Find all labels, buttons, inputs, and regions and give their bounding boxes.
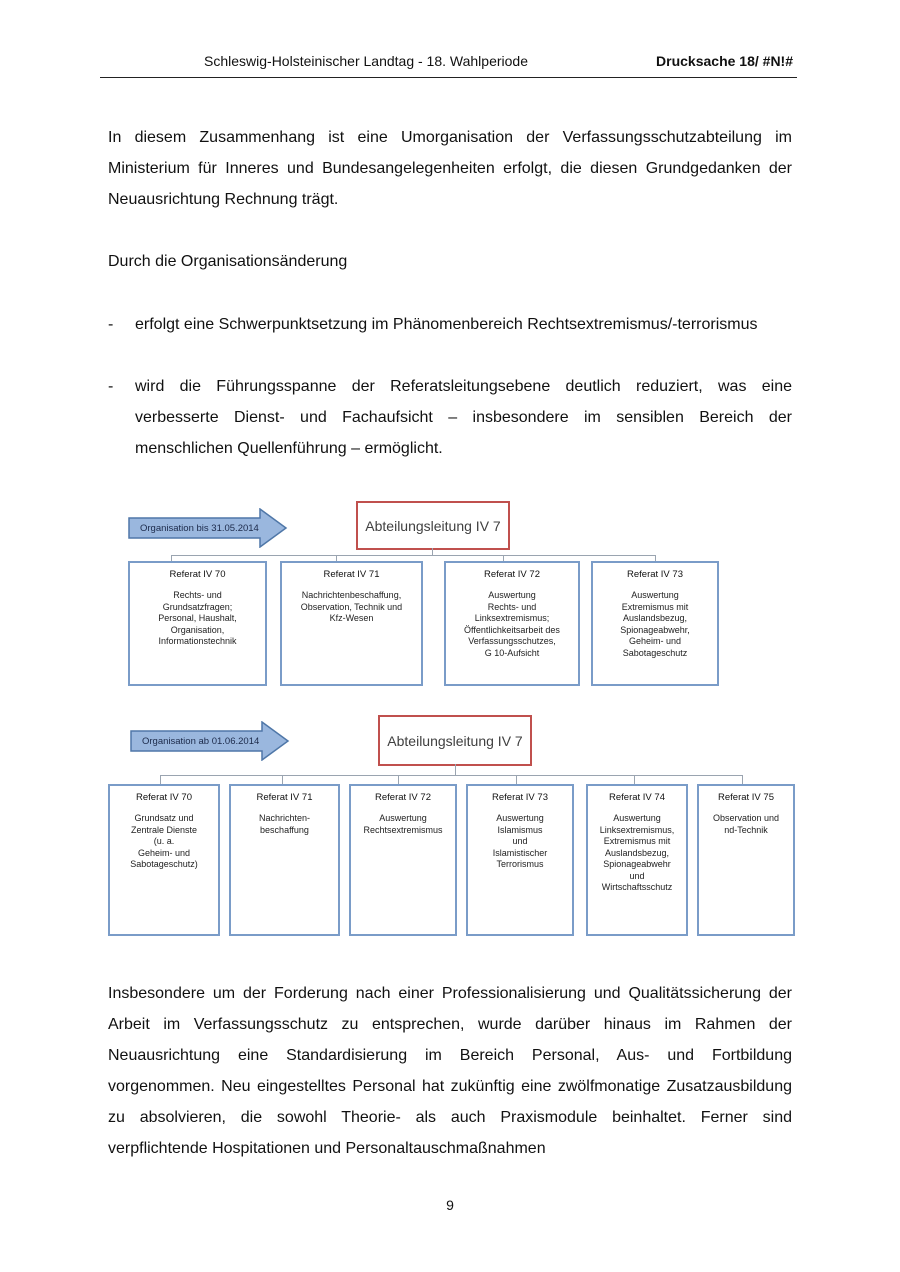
referat-description: Auswertung Rechtsextremismus bbox=[363, 813, 443, 835]
referat-box bbox=[697, 784, 795, 936]
referat-description: Observation und nd-Technik bbox=[712, 813, 780, 835]
arrow-text: Organisation bis 31.05.2014 bbox=[140, 522, 259, 534]
connector-line bbox=[282, 775, 283, 784]
referat-title: Referat IV 73 bbox=[627, 569, 683, 580]
connector-line bbox=[742, 775, 743, 784]
connector-line bbox=[160, 775, 161, 784]
referat-box bbox=[591, 561, 719, 686]
paragraph-lead: Durch die Organisationsänderung bbox=[108, 253, 348, 270]
connector-line bbox=[634, 775, 635, 784]
referat-box bbox=[128, 561, 267, 686]
page-header bbox=[100, 50, 797, 78]
referat-description: Auswertung Linksextremismus, Extremismus mit Auslandsbezug, Spionageabwehr und Wirtschaftsschutz bbox=[599, 813, 675, 892]
referat-box bbox=[280, 561, 423, 686]
department-head-box: Abteilungsleitung IV 7 bbox=[356, 501, 510, 550]
referat-title: Referat IV 74 bbox=[609, 792, 665, 803]
connector-line bbox=[516, 775, 517, 784]
referat-title: Referat IV 71 bbox=[256, 792, 313, 803]
referat-box bbox=[466, 784, 574, 936]
referat-box bbox=[349, 784, 457, 936]
paragraph-training: Insbesondere um der Forderung nach einer Professionalisierung und Qualitätssicherung der Arbeit im Verfassungsschutz zu entsprechen, wurde darüber hinaus im Rahmen der Neuausrichtung eine Standardisierung im Bereich Personal, Aus- und Fortbildung vorgenommen. Neu eingestelltes Personal hat zukünftig eine zwölfmonatige Zusatzausbildung zu absolvieren, die sowohl Theorie- als auch Praxismodule beinhaltet. Ferner sind verpflichtende Hospitationen und Personaltauschmaßnahmen bbox=[108, 985, 792, 1157]
bullet-dash: - bbox=[108, 378, 114, 395]
bullet-text: erfolgt eine Schwerpunktsetzung im Phänomenbereich Rechtsextremismus/-terrorismus bbox=[135, 316, 758, 333]
referat-description: Nachrichten- beschaffung bbox=[258, 813, 311, 835]
paragraph-intro: In diesem Zusammenhang ist eine Umorganisation der Verfassungsschutzabteilung im Ministerium für Inneres und Bundesangelegenheiten erfolgt, die diesen Grundgedanken der Neuausrichtung Rechnung trägt. bbox=[108, 129, 792, 208]
referat-description: Nachrichtenbeschaffung, Observation, Technik und Kfz-Wesen bbox=[300, 590, 403, 623]
connector-line bbox=[160, 775, 742, 776]
referat-description: Rechts- und Grundsatzfragen; Personal, Haushalt, Organisation, Informationstechnik bbox=[158, 590, 237, 646]
department-head-box: Abteilungsleitung IV 7 bbox=[378, 715, 532, 766]
referat-box bbox=[108, 784, 220, 936]
referat-title: Referat IV 73 bbox=[492, 792, 548, 803]
referat-description: Auswertung Islamismus und Islamistischer Terrorismus bbox=[492, 813, 548, 869]
arrow-label-new bbox=[130, 721, 290, 761]
referat-description: Grundsatz und Zentrale Dienste (u. a. Geheim- und Sabotageschutz) bbox=[130, 813, 198, 869]
connector-line bbox=[398, 775, 399, 784]
referat-title: Referat IV 75 bbox=[718, 792, 774, 803]
connector-line bbox=[455, 764, 456, 775]
referat-title: Referat IV 70 bbox=[136, 792, 192, 803]
referat-description: Auswertung Extremismus mit Auslandsbezug, Spionageabwehr, Geheim- und Sabotageschutz bbox=[620, 590, 690, 658]
arrow-text: Organisation ab 01.06.2014 bbox=[142, 735, 260, 747]
referat-title: Referat IV 72 bbox=[375, 792, 431, 803]
bullet-text: wird die Führungsspanne der Referatsleitungsebene deutlich reduziert, was eine verbesserte Dienst- und Fachaufsicht – insbesondere im sensiblen Bereich der menschlichen Quellenführung – ermöglicht. bbox=[135, 378, 792, 457]
referat-title: Referat IV 70 bbox=[169, 569, 226, 580]
referat-title: Referat IV 71 bbox=[323, 569, 380, 580]
header-title: Schleswig-Holsteinischer Landtag - 18. Wahlperiode bbox=[204, 53, 528, 69]
bullet-dash: - bbox=[108, 316, 114, 333]
referat-box bbox=[586, 784, 688, 936]
referat-title: Referat IV 72 bbox=[484, 569, 540, 580]
page-number: 9 bbox=[446, 1197, 454, 1213]
document-number: Drucksache 18/ #N!# bbox=[656, 53, 793, 69]
arrow-label-old bbox=[128, 508, 288, 548]
referat-box bbox=[229, 784, 340, 936]
connector-line bbox=[171, 555, 655, 556]
connector-line bbox=[432, 548, 433, 555]
referat-description: Auswertung Rechts- und Linksextremismus; Öffentlichkeitsarbeit des Verfassungsschutzes, G 10-Aufsicht bbox=[464, 590, 560, 658]
referat-box bbox=[444, 561, 580, 686]
